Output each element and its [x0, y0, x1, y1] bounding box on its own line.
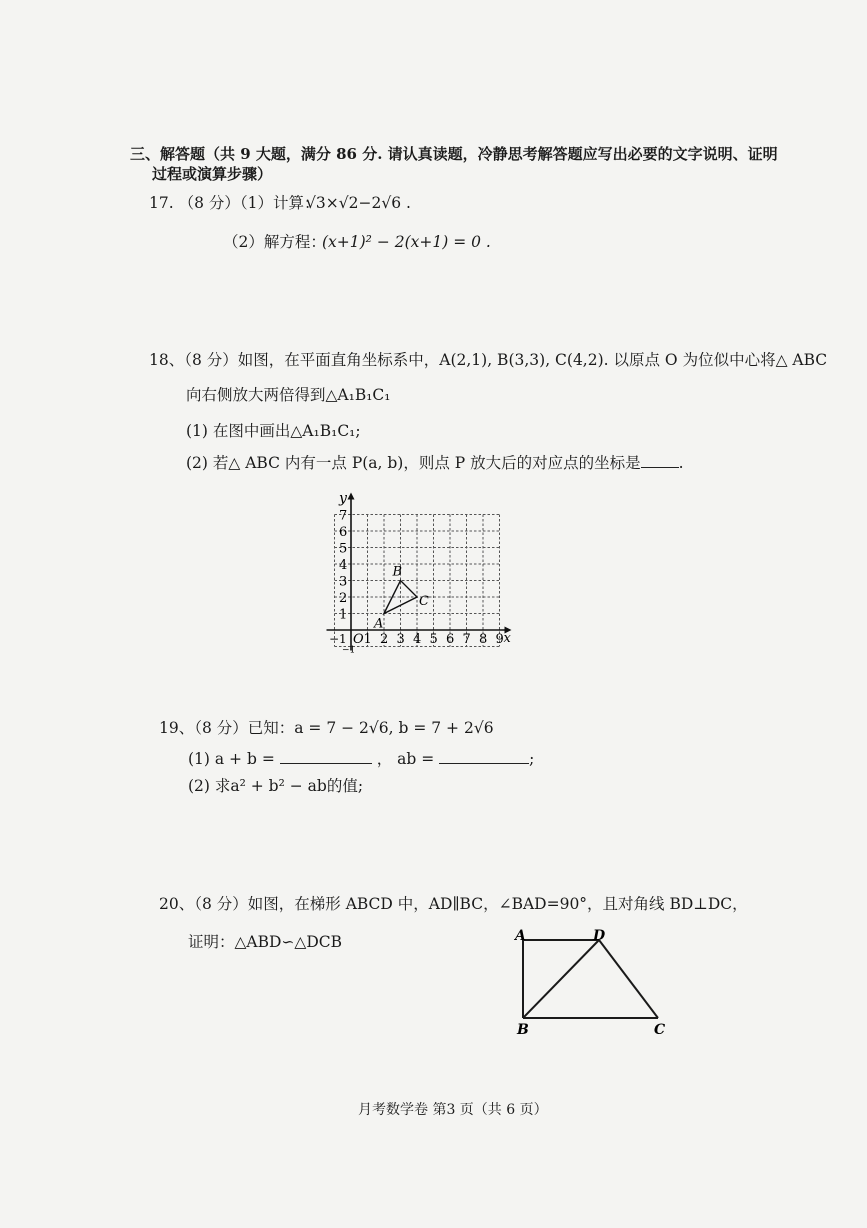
y-axis-label: y [339, 490, 347, 507]
q19-product-label: ， ab = [376, 750, 435, 768]
q17-expression-2: (x+1)² − 2(x+1) = 0 . [322, 233, 491, 251]
q18-part1: (1) 在图中画出△A₁B₁C₁; [186, 422, 361, 440]
q18-part2 [186, 453, 684, 473]
origin-label: O [353, 632, 364, 647]
section-title-line1: 三、解答题（共 9 大题，满分 86 分. 请认真读题，冷静思考解答题应写出必要的文字说明、证明 [130, 145, 778, 163]
x-tick-label: 4 [413, 632, 422, 647]
x-tick-label: 7 [462, 632, 471, 647]
q19-product-blank[interactable] [439, 749, 529, 764]
x-tick-label: 8 [479, 632, 488, 647]
x-axis-label: x [503, 631, 511, 646]
y-tick-label: 6 [339, 525, 348, 540]
x-tick-label: 2 [380, 632, 389, 647]
point-label-b: B [392, 564, 403, 580]
vertex-c-label: C [654, 1022, 666, 1038]
x-tick-label: 3 [396, 632, 405, 647]
x-tick-label: 6 [446, 632, 455, 647]
q17-expression-1: √3×√2−2√6 . [306, 194, 411, 212]
q19-sum-blank[interactable] [280, 749, 372, 764]
q19-line1: 19、（8 分）已知：a = 7 − 2√6, b = 7 + 2√6 [159, 719, 494, 737]
x-tick-label: 1 [363, 632, 372, 647]
neg-y-label: −1 [342, 645, 356, 656]
vertex-b-label: B [517, 1022, 529, 1038]
q18-answer-blank[interactable] [641, 453, 679, 468]
coordinate-grid [320, 478, 520, 658]
q18-line1: 18、（8 分）如图，在平面直角坐标系中，A(2,1), B(3,3), C(4,2). 以原点 O 为位似中心将△ ABC [149, 351, 828, 369]
q18-part2-end: . [678, 454, 684, 472]
q17-header: 17. （8 分）（1）计算： [149, 194, 320, 212]
trapezoid-figure [505, 920, 685, 1045]
y-tick-label: 7 [339, 508, 348, 524]
diagonal-bd [523, 940, 599, 1018]
q20-line2: 证明：△ABD∽△DCB [188, 933, 343, 951]
vertex-a-label: A [515, 928, 526, 944]
y-tick-label: 2 [339, 591, 348, 606]
y-tick-label: 3 [339, 574, 348, 590]
y-tick-label: 1 [339, 607, 348, 623]
y-tick-label: 5 [339, 541, 348, 557]
x-tick-label: 9 [495, 632, 504, 647]
q18-part2-text: (2) 若△ ABC 内有一点 P(a, b)，则点 P 放大后的对应点的坐标是 [186, 454, 641, 472]
side-dc [599, 940, 658, 1018]
y-tick-label: 4 [339, 558, 348, 573]
q19-part2: (2) 求a² + b² − ab的值; [188, 777, 364, 795]
point-label-c: C [419, 594, 429, 609]
q19-semicolon: ; [529, 750, 535, 768]
q17-part2-label: （2）解方程： [223, 233, 326, 251]
page-footer: 月考数学卷 第3 页（共 6 页） [358, 1102, 548, 1118]
q19-part1 [188, 749, 534, 769]
x-tick-label: 5 [429, 632, 438, 647]
section-title-line2: 过程或演算步骤） [152, 165, 273, 183]
q19-sum-label: (1) a + b = [188, 750, 275, 768]
point-label-a: A [374, 616, 384, 632]
q18-line2: 向右侧放大两倍得到△A₁B₁C₁ [186, 386, 391, 404]
y-axis-arrow [348, 493, 355, 500]
vertex-d-label: D [593, 928, 606, 944]
neg-x-label: −1 [329, 632, 347, 646]
q20-line1: 20、（8 分）如图，在梯形 ABCD 中，AD∥BC，∠BAD=90°，且对角线 BD⊥DC， [159, 895, 748, 913]
